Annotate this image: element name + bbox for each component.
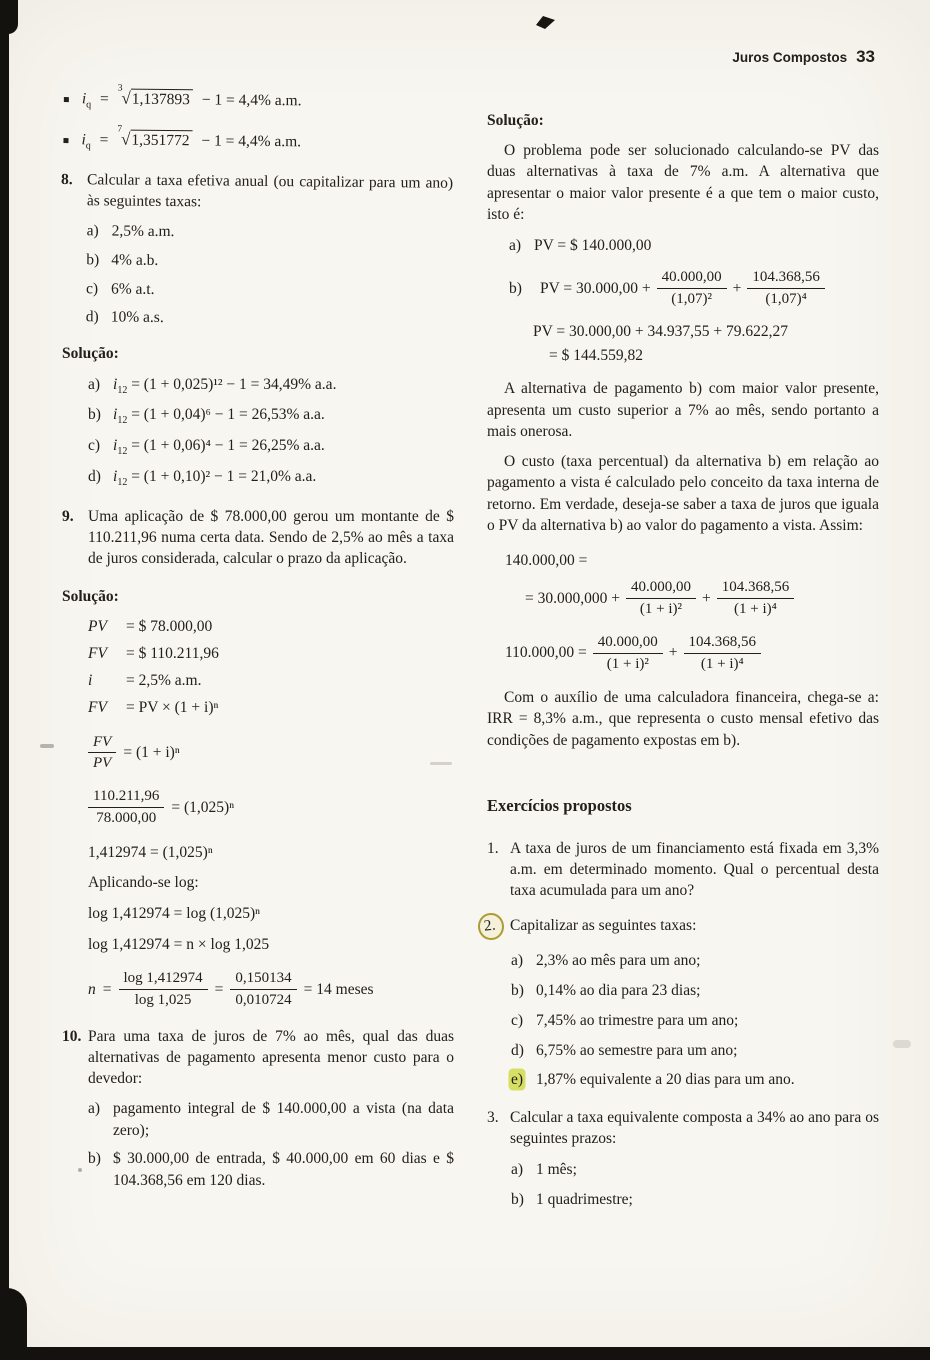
formula bbox=[113, 404, 325, 428]
equation-result: = 14 meses bbox=[303, 980, 374, 998]
option-label: c) bbox=[511, 1011, 524, 1029]
page-number: 33 bbox=[856, 47, 875, 66]
option-text: 7,45% ao trimestre para um ano; bbox=[536, 1011, 739, 1029]
equation-lead: = 30.000,000 + bbox=[525, 589, 620, 607]
equation-lhs: 110.000,00 = bbox=[505, 644, 587, 662]
right-column bbox=[483, 94, 879, 1226]
equation-lead: PV = 30.000,00 + bbox=[540, 280, 651, 298]
equals-sign: = bbox=[214, 980, 224, 998]
option-text: 1 quadrimestre; bbox=[536, 1190, 633, 1208]
solution-line bbox=[88, 374, 454, 398]
item-text: Para uma taxa de juros de 7% ao mês, qual das duas alternativas de pagamento apresenta menor custo para o devedor: bbox=[88, 1027, 454, 1088]
item-number: 8. bbox=[61, 170, 73, 188]
formula-rest: − 1 = 4,4% a.m. bbox=[201, 132, 302, 151]
option-label: b) bbox=[88, 406, 101, 424]
option-text: 1,87% equivalente a 20 dias para um ano. bbox=[536, 1071, 795, 1089]
radical-icon: √ bbox=[120, 129, 131, 149]
option-item bbox=[511, 1159, 879, 1180]
formula-rest: = (1 + 0,025)¹² − 1 = 34,49% a.a. bbox=[131, 375, 337, 393]
option-item bbox=[511, 1069, 879, 1090]
fraction-denominator: (1 + i)² bbox=[606, 655, 649, 672]
option-item bbox=[86, 278, 452, 303]
option-item bbox=[511, 1010, 879, 1031]
equation-fv-pv bbox=[88, 733, 454, 774]
irr-equation-1 bbox=[505, 550, 879, 619]
variable: i bbox=[88, 672, 93, 690]
equals-sign: = bbox=[99, 90, 109, 108]
alternative-b-equation bbox=[509, 268, 879, 309]
variable-subscript: 12 bbox=[117, 446, 128, 458]
exercise-8-options bbox=[86, 220, 453, 331]
equals-sign: = bbox=[102, 980, 112, 998]
item-number: 1. bbox=[487, 839, 499, 857]
fraction-denominator: 0,010724 bbox=[235, 991, 292, 1008]
exercise-item-9 bbox=[62, 506, 454, 570]
option-label: a) bbox=[88, 375, 101, 393]
option-label bbox=[511, 1069, 536, 1090]
fraction bbox=[593, 633, 663, 674]
left-top-section bbox=[60, 83, 454, 331]
square-bullet-icon bbox=[64, 97, 69, 102]
solution-heading: Solução: bbox=[62, 345, 119, 363]
exercise-item-10 bbox=[62, 1026, 454, 1090]
scan-corner-top-left bbox=[0, 0, 18, 34]
option-text: 1 mês; bbox=[536, 1161, 577, 1179]
fraction bbox=[684, 633, 762, 674]
fraction bbox=[626, 578, 696, 619]
variable: i bbox=[81, 90, 87, 108]
fraction bbox=[119, 969, 208, 1010]
option-item bbox=[511, 950, 879, 971]
plus-sign: + bbox=[701, 589, 711, 607]
scan-edge-left bbox=[0, 0, 9, 1360]
fraction bbox=[657, 268, 727, 309]
variable: i bbox=[113, 437, 118, 455]
option-text: 10% a.s. bbox=[110, 308, 164, 327]
option-label: a) bbox=[86, 222, 99, 240]
scan-edge-bottom bbox=[0, 1347, 930, 1360]
formula bbox=[113, 435, 325, 459]
paragraph: O custo (taxa percentual) da alternativa b) em relação ao pagamento a vista é calculado pelo conceito da taxa interna de retorno. Em verdade, deseja-se saber a taxa de juros que iguala o PV da alternativa b) ao valor do pagamento a vista. Assim: bbox=[487, 453, 879, 534]
fraction-denominator: PV bbox=[93, 755, 112, 772]
equation-line: log 1,412974 = n × log 1,025 bbox=[88, 935, 270, 953]
variable: i bbox=[113, 406, 118, 424]
handwritten-circle-annotation: 2. bbox=[477, 912, 505, 942]
left-column bbox=[61, 83, 454, 1198]
formula-rest: = (1 + 0,06)⁴ − 1 = 26,25% a.a. bbox=[131, 437, 325, 455]
fraction-denominator: (1 + i)⁴ bbox=[734, 601, 777, 617]
item-text: Calcular a taxa efetiva anual (ou capitalizar para um ano) às seguintes taxas: bbox=[86, 170, 454, 211]
alternative-a-line bbox=[509, 235, 879, 256]
fraction bbox=[230, 969, 296, 1010]
fraction bbox=[88, 787, 164, 828]
given-row bbox=[88, 643, 454, 664]
item-text: Uma aplicação de $ 78.000,00 gerou um montante de $ 110.211,96 numa certa data. Sendo de 2,5% ao mês a taxa de juros considerada, calcular o prazo da aplicação. bbox=[88, 507, 454, 568]
formula bbox=[113, 374, 336, 398]
option-label: a) bbox=[511, 1161, 524, 1179]
fraction-denominator: 78.000,00 bbox=[96, 809, 157, 826]
scan-mark-icon bbox=[536, 16, 556, 30]
fraction-numerator: 40.000,00 bbox=[657, 268, 727, 289]
solution-heading: Solução: bbox=[487, 112, 544, 129]
solution-8-lines bbox=[88, 374, 454, 490]
item-text: Calcular a taxa equivalente composta a 34% ao ano para os seguintes prazos: bbox=[510, 1108, 879, 1147]
variable: i bbox=[81, 130, 86, 149]
variable: i bbox=[113, 468, 118, 486]
variable-subscript: q bbox=[85, 140, 91, 152]
proposed-exercise-1 bbox=[487, 838, 879, 902]
variable-subscript: 12 bbox=[117, 477, 128, 489]
plus-sign: + bbox=[668, 644, 678, 662]
given-row bbox=[88, 697, 454, 718]
solution-line bbox=[88, 466, 454, 490]
option-label: a) bbox=[509, 237, 522, 255]
fraction-numerator: 104.368,56 bbox=[717, 578, 795, 599]
formula-rest: = (1 + 0,04)⁶ − 1 = 26,53% a.a. bbox=[131, 406, 325, 424]
fraction-numerator: 110.211,96 bbox=[88, 787, 164, 808]
formula-bullet-line bbox=[62, 83, 454, 116]
exercise-10-options bbox=[88, 1098, 454, 1190]
value: = 2,5% a.m. bbox=[126, 672, 202, 690]
equation-line: 1,412974 = (1,025)ⁿ bbox=[88, 843, 213, 861]
equation-rhs-row bbox=[525, 578, 879, 619]
variable-subscript: q bbox=[86, 99, 92, 111]
equation-rhs: = (1,025)ⁿ bbox=[171, 798, 235, 816]
option-label: c) bbox=[85, 279, 99, 297]
value: = $ 110.211,96 bbox=[126, 645, 219, 662]
item-number: 10. bbox=[62, 1027, 82, 1045]
option-label: d) bbox=[85, 308, 99, 326]
plus-sign: + bbox=[732, 280, 742, 298]
fraction bbox=[747, 268, 825, 309]
item-text: A taxa de juros de um financiamento está fixada em 3,3% a.m. em determinado momento. Qual o percentual desta taxa acumulada para um ano? bbox=[510, 839, 879, 900]
scan-speck bbox=[40, 744, 54, 748]
item-number: 9. bbox=[62, 507, 74, 525]
option-item bbox=[87, 220, 453, 245]
variable: FV bbox=[88, 645, 107, 662]
option-item bbox=[511, 1040, 879, 1061]
formula bbox=[113, 466, 316, 490]
square-bullet-icon bbox=[63, 138, 68, 143]
highlighter-mark: e) bbox=[511, 1071, 524, 1089]
section-heading: Exercícios propostos bbox=[487, 795, 632, 815]
option-text: 2,3% ao mês para um ano; bbox=[536, 952, 701, 970]
item-number: 3. bbox=[487, 1108, 499, 1126]
value: = $ 78.000,00 bbox=[126, 617, 213, 635]
root-index: 7 bbox=[117, 124, 123, 135]
option-text: 6% a.t. bbox=[110, 279, 155, 298]
option-label: d) bbox=[511, 1041, 524, 1059]
root-index: 3 bbox=[117, 83, 123, 94]
option-label: b) bbox=[88, 1150, 101, 1168]
option-item bbox=[88, 1098, 454, 1140]
fraction-numerator: FV bbox=[88, 733, 116, 754]
paragraph: A alternativa de pagamento b) com maior valor presente, apresenta um custo superior a 7% ao mês, sendo portanto a mais onerosa. bbox=[487, 380, 879, 440]
option-label: b) bbox=[511, 1190, 524, 1208]
fraction-numerator: 104.368,56 bbox=[684, 633, 762, 654]
variable-subscript: 12 bbox=[117, 415, 128, 427]
fraction bbox=[88, 733, 116, 774]
chapter-title: Juros Compostos bbox=[732, 50, 848, 65]
solution-line bbox=[88, 435, 454, 459]
item-text: Capitalizar as seguintes taxas: bbox=[510, 917, 697, 935]
item-number bbox=[483, 915, 510, 940]
text-line: Aplicando-se log: bbox=[88, 874, 199, 892]
equation-line: log 1,412974 = log (1,025)ⁿ bbox=[88, 905, 261, 923]
variable: FV bbox=[88, 699, 107, 717]
variable-subscript: 12 bbox=[117, 384, 128, 396]
equals-sign: = bbox=[99, 131, 109, 149]
fraction-numerator: 40.000,00 bbox=[626, 578, 696, 599]
running-header bbox=[732, 47, 875, 67]
option-text: $ 30.000,00 de entrada, $ 40.000,00 em 60 dias e $ 104.368,56 em 120 dias. bbox=[113, 1150, 454, 1189]
formula-rest: = (1 + 0,10)² − 1 = 21,0% a.a. bbox=[131, 468, 317, 486]
option-label: b) bbox=[509, 280, 522, 298]
given-values bbox=[88, 616, 454, 719]
solution-line bbox=[88, 404, 454, 428]
option-label: a) bbox=[511, 952, 524, 970]
option-label: a) bbox=[88, 1100, 101, 1118]
equation-lhs: 140.000,00 = bbox=[505, 552, 588, 570]
irr-equation-2 bbox=[505, 633, 879, 674]
formula bbox=[81, 124, 302, 155]
option-text: pagamento integral de $ 140.000,00 a vista (na data zero); bbox=[113, 1100, 454, 1139]
exercise-2-options bbox=[511, 950, 879, 1090]
radicand: 1,137893 bbox=[131, 89, 193, 109]
variable: n bbox=[88, 980, 96, 998]
fraction-denominator: log 1,025 bbox=[134, 991, 192, 1008]
fraction-denominator: (1 + i)⁴ bbox=[700, 655, 744, 672]
equation-line: PV = $ 140.000,00 bbox=[534, 237, 652, 255]
proposed-exercise-3 bbox=[487, 1107, 879, 1149]
fraction bbox=[717, 578, 795, 619]
given-row bbox=[88, 670, 454, 691]
option-item bbox=[511, 980, 879, 1001]
option-item bbox=[86, 306, 452, 331]
option-item bbox=[88, 1148, 454, 1190]
scan-speck bbox=[893, 1040, 911, 1048]
fraction-numerator: 40.000,00 bbox=[593, 633, 663, 654]
fraction-denominator: (1,07)⁴ bbox=[765, 291, 807, 308]
option-text: 4% a.b. bbox=[111, 251, 159, 269]
fraction-denominator: (1 + i)² bbox=[639, 601, 683, 617]
fraction-numerator: 104.368,56 bbox=[747, 268, 825, 289]
formula-rest: − 1 = 4,4% a.m. bbox=[201, 91, 302, 110]
value: = PV × (1 + i)ⁿ bbox=[126, 699, 219, 717]
option-text: 0,14% ao dia para 23 dias; bbox=[536, 982, 701, 1000]
option-text: 6,75% ao semestre para um ano; bbox=[536, 1041, 738, 1059]
paragraph: O problema pode ser solucionado calculando-se PV das duas alternativas à taxa de 7% a.m. A alternativa que apresentar o maior valor presente é a que tem o maior custo, isto é: bbox=[487, 142, 879, 223]
fraction-numerator: 0,150134 bbox=[230, 969, 296, 990]
radical-icon: √ bbox=[121, 88, 131, 108]
equation-rhs: = (1 + i)ⁿ bbox=[123, 744, 180, 762]
equation-values bbox=[88, 787, 454, 828]
option-label: b) bbox=[511, 982, 524, 1000]
formula bbox=[81, 83, 302, 114]
given-row bbox=[88, 616, 454, 637]
scan-blob-bottom-left bbox=[0, 1288, 27, 1360]
paragraph: Com o auxílio de uma calculadora financeira, chega-se a: IRR = 8,3% a.m., que representa o custo mensal efetivo das condições de pagamento expostas em b). bbox=[487, 689, 879, 749]
option-label: b) bbox=[86, 251, 100, 269]
exercise-item-8 bbox=[61, 169, 453, 215]
fraction-numerator: log 1,412974 bbox=[119, 969, 208, 990]
radicand: 1,351772 bbox=[130, 129, 192, 149]
option-label: c) bbox=[88, 437, 101, 455]
solution-heading: Solução: bbox=[62, 587, 119, 605]
variable: i bbox=[113, 375, 118, 393]
exercise-3-options bbox=[511, 1159, 879, 1210]
proposed-exercise-2 bbox=[483, 915, 879, 940]
equation-result: = $ 144.559,82 bbox=[549, 347, 643, 365]
variable: PV bbox=[88, 617, 107, 635]
option-label: d) bbox=[88, 468, 101, 486]
equation-n bbox=[88, 969, 454, 1010]
equation-line: PV = 30.000,00 + 34.937,55 + 79.622,27 bbox=[533, 322, 789, 340]
formula-bullet-line bbox=[61, 124, 453, 157]
fraction-denominator: (1,07)² bbox=[671, 291, 713, 308]
option-item bbox=[86, 249, 452, 274]
option-item bbox=[511, 1189, 879, 1210]
option-text: 2,5% a.m. bbox=[111, 222, 175, 241]
